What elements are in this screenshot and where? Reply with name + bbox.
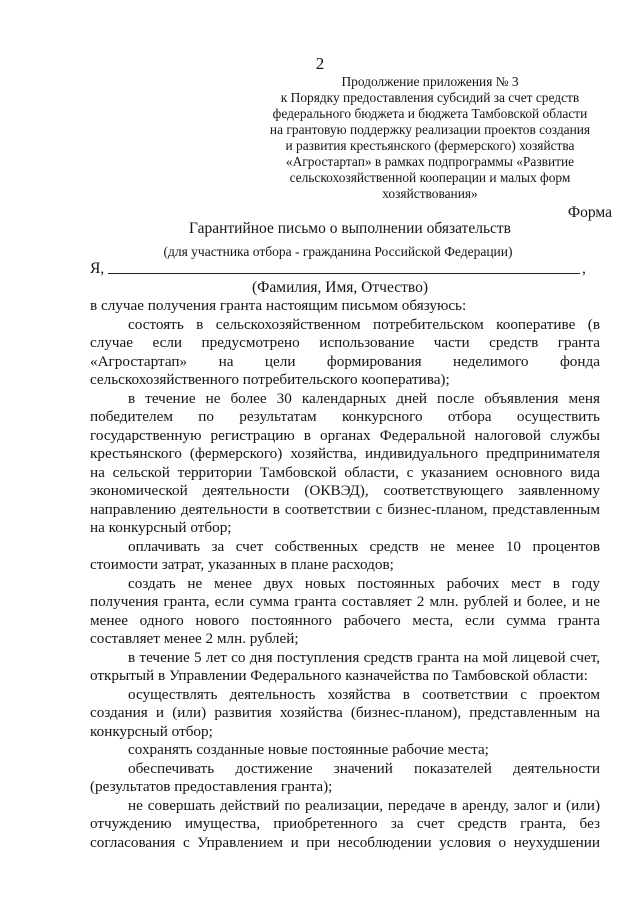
body-line: составляет менее 2 млн. рублей; bbox=[90, 630, 299, 647]
name-comma: , bbox=[582, 260, 586, 277]
header-line: сельскохозяйственной кооперации и малых форм bbox=[289, 170, 571, 185]
body-line: на сельской территории Тамбовской области, с указанием основного вида bbox=[90, 463, 600, 481]
body-line: не совершать действий по реализации, передаче в аренду, залог и (или) bbox=[128, 796, 600, 814]
body-line: экономической деятельности (ОКВЭД), соответствующего заявленному bbox=[90, 482, 600, 499]
body-line: состоять в сельскохозяйственном потребительском кооперативе (в bbox=[128, 315, 600, 333]
appendix-header bbox=[250, 74, 610, 202]
body-line: победителем по результатам конкурсного отбора осуществить bbox=[90, 408, 600, 425]
body-line: случае если предусмотрено использование части средств гранта bbox=[90, 334, 600, 351]
body-line: направлению деятельности в соответствии с бизнес-планом, представленным bbox=[90, 500, 600, 518]
body-line: менее одного нового постоянного рабочего места, если сумма гранта bbox=[90, 611, 600, 629]
body-line: в течение не более 30 календарных дней после объявления меня bbox=[128, 389, 600, 407]
body-line: (результатов предоставления гранта); bbox=[90, 778, 333, 795]
body-line: согласования с Управлением и при несоблюдении условия о неухудшении bbox=[90, 833, 600, 851]
ya-label: Я, bbox=[90, 260, 105, 277]
body-line: создать не менее двух новых постоянных рабочих мест в году bbox=[128, 574, 600, 592]
name-underline bbox=[108, 273, 580, 274]
header-line: на грантовую поддержку реализации проектов создания bbox=[269, 122, 591, 137]
header-line: Продолжение приложения № 3 bbox=[341, 74, 519, 89]
header-line: «Агростартап» в рамках подпрограммы «Развитие bbox=[285, 154, 575, 169]
document-title: Гарантийное письмо о выполнении обязательств bbox=[189, 220, 511, 237]
header-line: к Порядку предоставления субсидий за счет средств bbox=[280, 90, 580, 105]
body-line: создания и (или) развития хозяйства (бизнес-планом), представленным на bbox=[90, 704, 600, 721]
body-line: в случае получения гранта настоящим письмом обязуюсь: bbox=[90, 297, 467, 314]
body-line: осуществлять деятельность хозяйства в соответствии с проектом bbox=[128, 685, 600, 703]
body-line: в течение 5 лет со дня поступления средств гранта на мой лицевой счет, bbox=[128, 648, 600, 666]
body-line: сохранять созданные новые постоянные рабочие места; bbox=[128, 741, 489, 758]
form-label: Форма bbox=[567, 204, 612, 221]
body-line: крестьянского (фермерского) хозяйства, индивидуального предпринимателя bbox=[90, 445, 600, 462]
body-line: на конкурсный отбор; bbox=[90, 519, 232, 536]
body-line: стоимости затрат, указанных в плане расходов; bbox=[90, 556, 394, 573]
name-field-row bbox=[90, 258, 600, 280]
fio-hint: (Фамилия, Имя, Отчество) bbox=[252, 279, 428, 296]
header-line: федерального бюджета и бюджета Тамбовской области bbox=[272, 106, 588, 121]
header-line: хозяйствования» bbox=[382, 186, 478, 201]
body-line: оплачивать за счет собственных средств не менее 10 процентов bbox=[128, 537, 600, 555]
header-line: и развития крестьянского (фермерского) хозяйства bbox=[285, 138, 575, 153]
body-line: отчуждению имущества, приобретенного за счет средств гранта, без bbox=[90, 815, 600, 832]
body-line: государственную регистрацию в органах Федеральной налоговой службы bbox=[90, 426, 600, 444]
page-number: 2 bbox=[315, 54, 325, 73]
obligations-body bbox=[90, 297, 600, 852]
body-line: сельскохозяйственного потребительского кооператива); bbox=[90, 371, 450, 388]
body-line: получения гранта, если сумма гранта составляет 2 млн. рублей и более, и не bbox=[90, 593, 600, 610]
body-line: конкурсный отбор; bbox=[90, 722, 213, 740]
body-line: обеспечивать достижение значений показателей деятельности bbox=[128, 759, 600, 777]
document-subtitle: (для участника отбора - гражданина Российской Федерации) bbox=[163, 244, 513, 259]
body-line: открытый в Управлении Федерального казначейства по Тамбовской области: bbox=[90, 667, 588, 684]
body-line: «Агростартап» на цели формирования неделимого фонда bbox=[90, 352, 600, 370]
